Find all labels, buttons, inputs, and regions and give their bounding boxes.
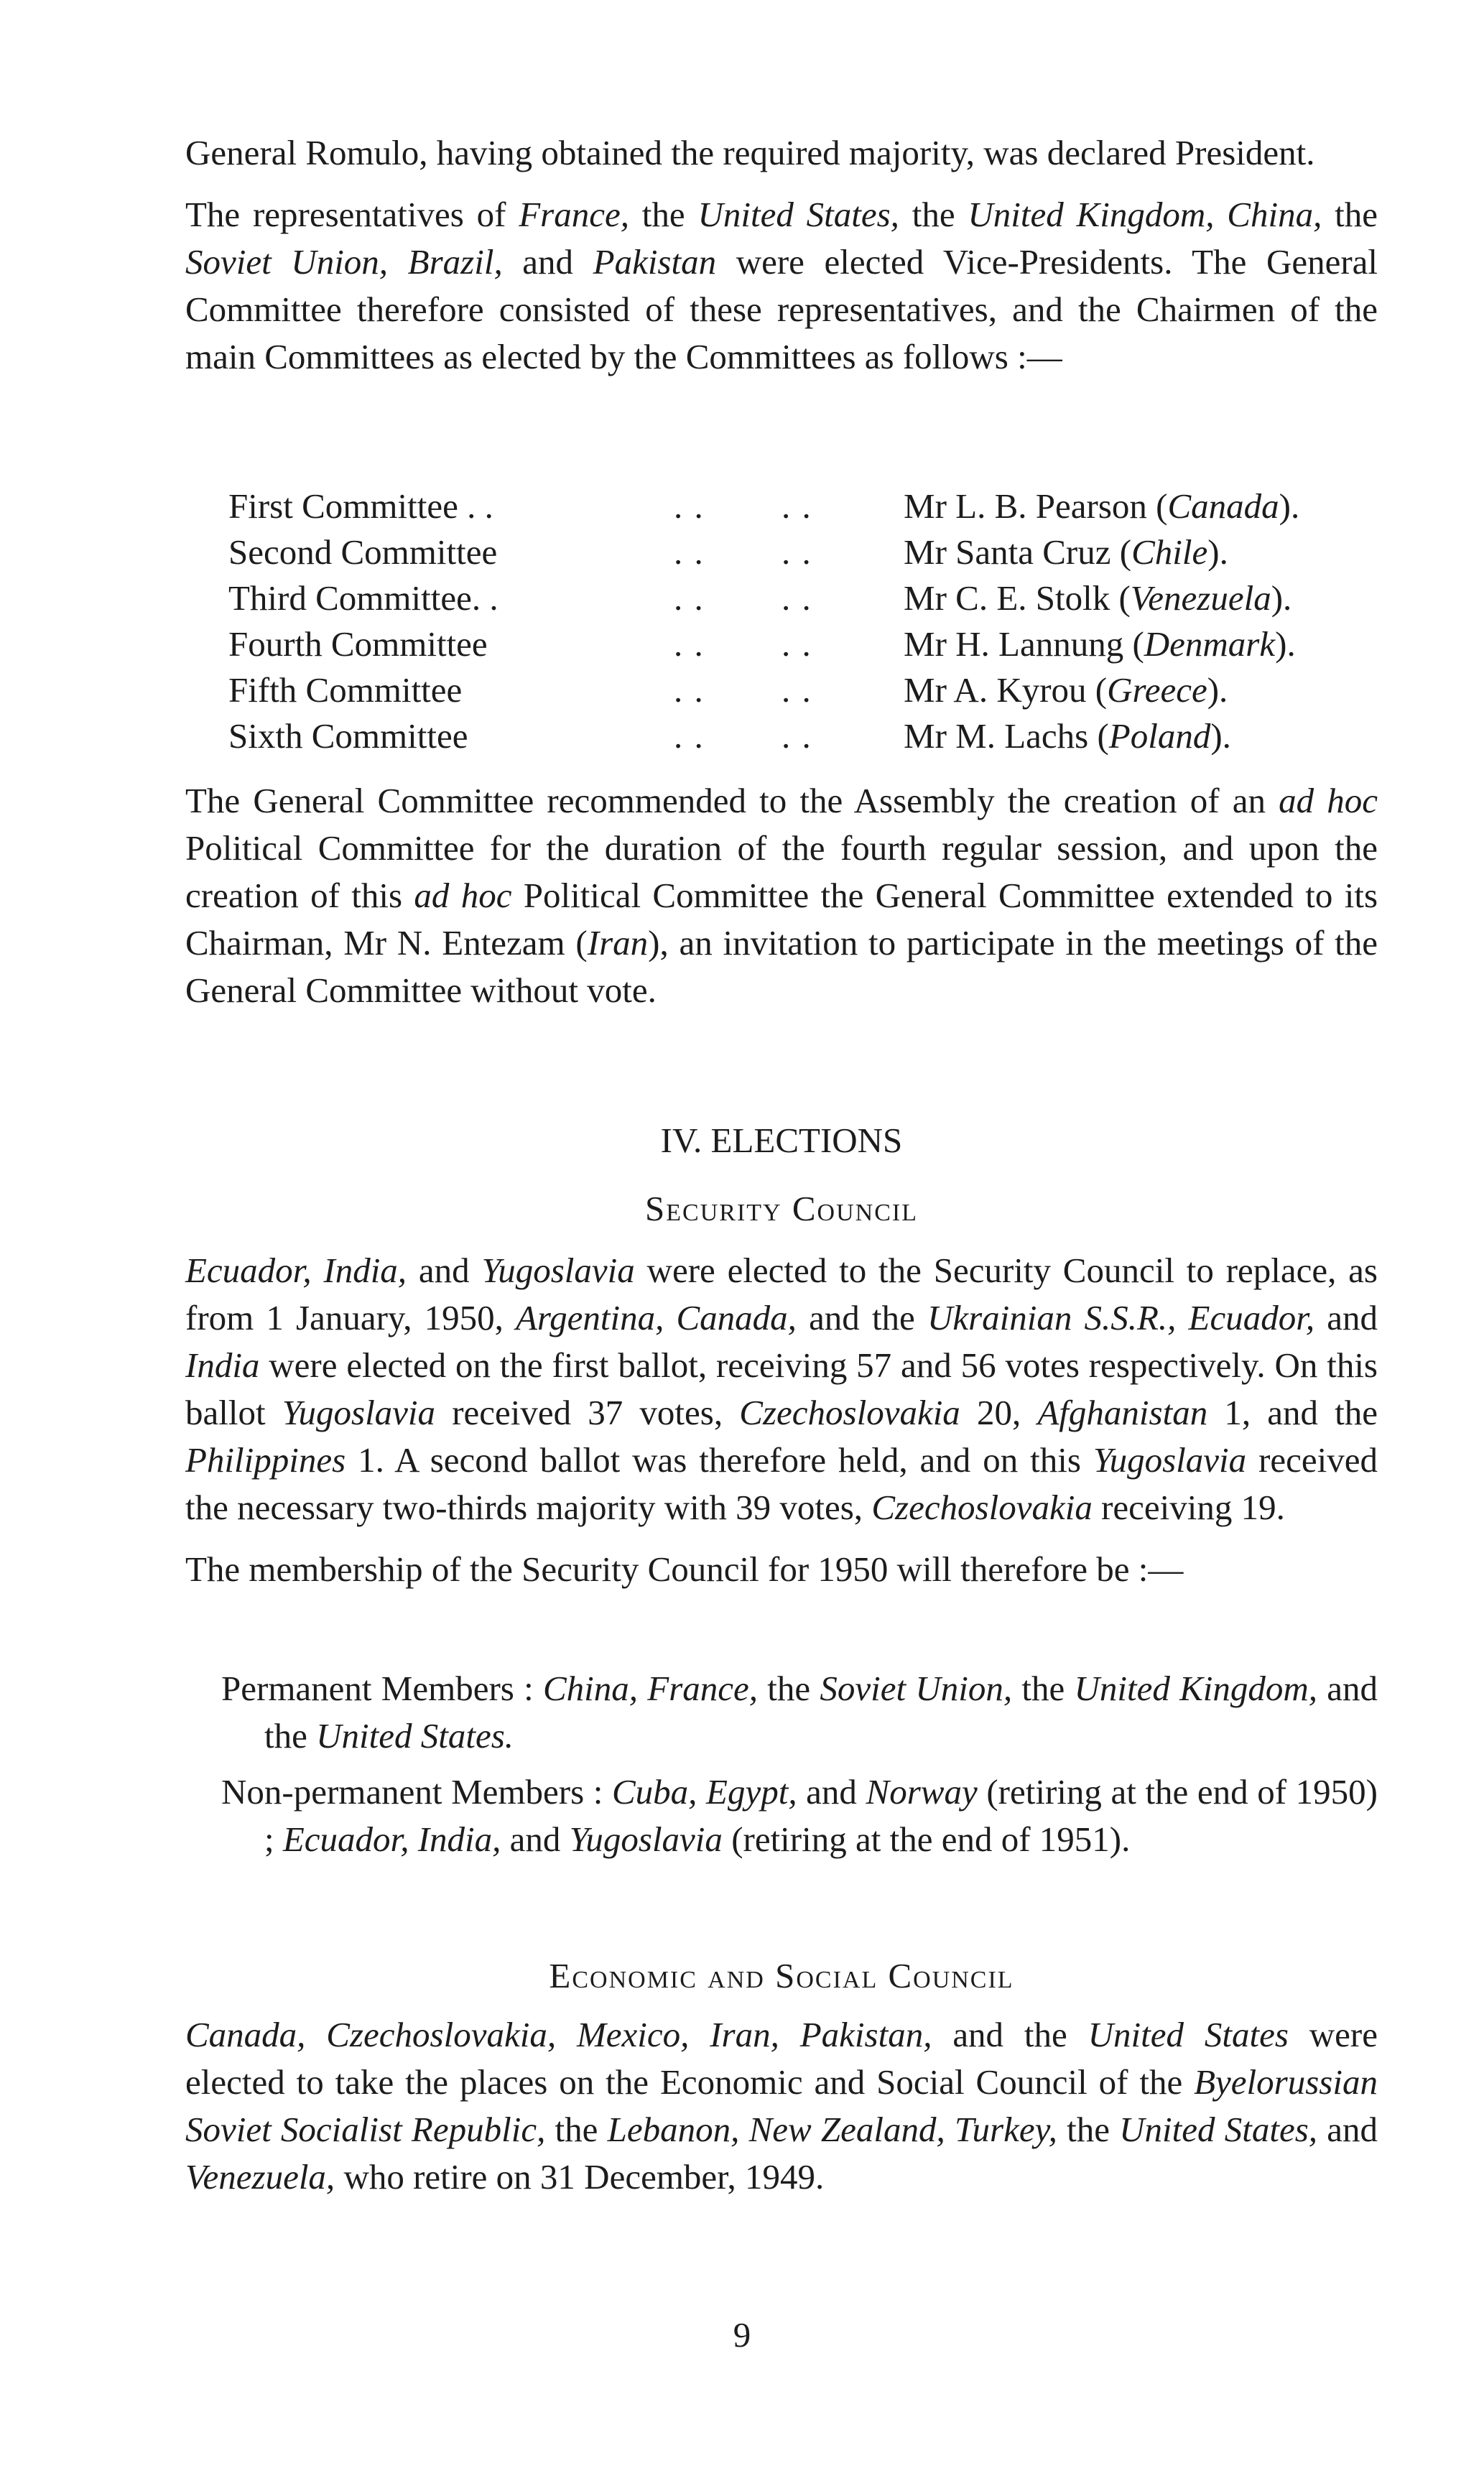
paragraph-president: General Romulo, having obtained the required majority, was declared President.: [185, 133, 1315, 172]
paragraph-membership-intro: The membership of the Security Council for 1950 will therefore be :—: [185, 1549, 1184, 1589]
committee-name: Sixth Committee: [228, 716, 468, 756]
security-council-section: [185, 1247, 1378, 1593]
committee-row: [228, 529, 1392, 575]
committee-row: [228, 621, 1392, 667]
committee-chairman: Mr L. B. Pearson (Canada).: [904, 486, 1300, 526]
committee-chairmen-list: [228, 483, 1392, 759]
committee-name: Second Committee: [228, 532, 498, 572]
committee-chairman: Mr A. Kyrou (Greece).: [904, 670, 1228, 710]
paragraph-vice-presidents: The representatives of France, the United States, the United Kingdom, China, the Soviet Union, Brazil, and Pakistan were elected Vice-Presidents. The General Committee therefore consisted of these representatives, and the Chairmen of the main Committees as elected by the Committees as follows :—: [185, 195, 1378, 376]
leader-dots: . . . .: [674, 624, 812, 664]
committee-row: [228, 667, 1392, 713]
committee-name: Fifth Committee: [228, 670, 463, 710]
committee-row: [228, 483, 1392, 529]
paragraph-ecosoc-election: Canada, Czechoslovakia, Mexico, Iran, Pakistan, and the United States were elected to take the places on the Economic and Social Council of the Byelorussian Soviet Socialist Republic, the Lebanon, New Zealand, Turkey, the United States, and Venezuela, who retire on 31 December, 1949.: [185, 2015, 1378, 2197]
committee-row: [228, 575, 1392, 621]
section-heading-elections: IV. ELECTIONS: [660, 1121, 903, 1160]
non-permanent-members: Non-permanent Members : Cuba, Egypt, and Norway (retiring at the end of 1950) ; Ecuador, India, and Yugoslavia (retiring at the end of 1951).: [221, 1772, 1378, 1859]
ad-hoc-section: [185, 777, 1378, 1014]
security-council-members: [185, 1665, 1378, 1863]
committee-chairman: Mr M. Lachs (Poland).: [904, 716, 1231, 756]
committee-chairman: Mr C. E. Stolk (Venezuela).: [904, 578, 1292, 618]
committee-row: [228, 713, 1392, 759]
subheading-economic-social-council: Economic and Social Council: [549, 1956, 1014, 1995]
ecosoc-section: [185, 2011, 1378, 2201]
paragraph-ad-hoc-committee: The General Committee recommended to the Assembly the creation of an ad hoc Political Committee for the duration of the fourth regular session, and upon the creation of this ad hoc Political Committee the General Committee extended to its Chairman, Mr N. Entezam (Iran), an invitation to participate in the meetings of the General Committee without vote.: [185, 781, 1378, 1010]
committee-chairman: Mr Santa Cruz (Chile).: [904, 532, 1228, 572]
leader-dots: . . . .: [674, 578, 812, 618]
leader-dots: . . . .: [674, 486, 812, 526]
leader-dots: . . . .: [674, 532, 812, 572]
subheading-security-council: Security Council: [645, 1189, 918, 1228]
committee-name: First Committee . .: [228, 486, 493, 526]
committee-name: Fourth Committee: [228, 624, 488, 664]
intro-section: [185, 129, 1378, 381]
leader-dots: . . . .: [674, 716, 812, 756]
leader-dots: . . . .: [674, 670, 812, 710]
permanent-members: Permanent Members : China, France, the Soviet Union, the United Kingdom, and the United States.: [221, 1669, 1378, 1756]
committee-name: Third Committee. .: [228, 578, 498, 618]
paragraph-security-council-election: Ecuador, India, and Yugoslavia were elected to the Security Council to replace, as from 1 January, 1950, Argentina, Canada, and the Ukrainian S.S.R., Ecuador, and India were elected on the first ballot, receiving 57 and 56 votes respectively. On this ballot Yugoslavia received 37 votes, Czechoslovakia 20, Afghanistan 1, and the Philippines 1. A second ballot was therefore held, and on this Yugoslavia received the necessary two-thirds majority with 39 votes, Czechoslovakia receiving 19.: [185, 1251, 1378, 1527]
committee-chairman: Mr H. Lannung (Denmark).: [904, 624, 1296, 664]
page-number: 9: [733, 2315, 751, 2355]
